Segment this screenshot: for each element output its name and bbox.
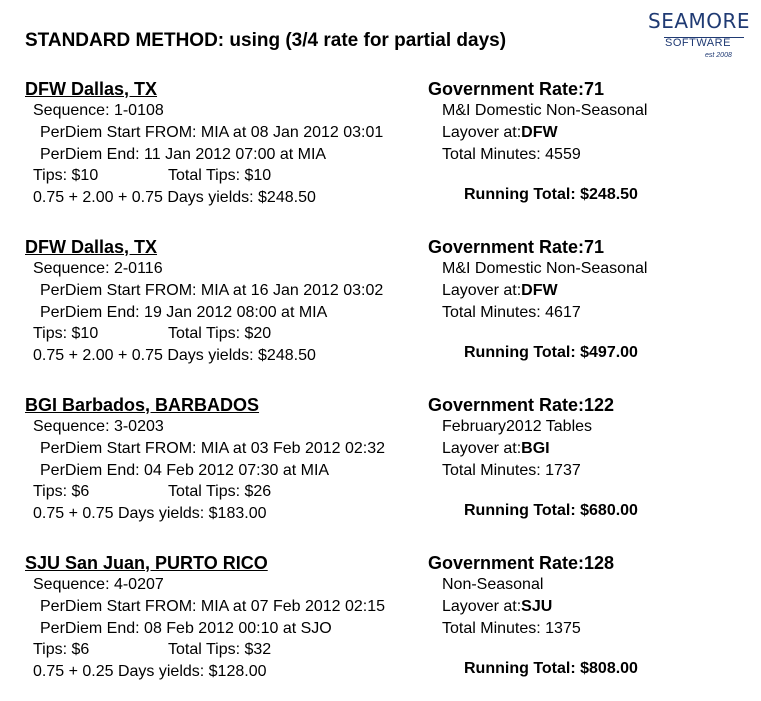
perdiem-entry [0, 551, 761, 701]
perdiem-entry [0, 393, 761, 543]
rate-description: M&I Domestic Non-Seasonal [442, 260, 648, 277]
perdiem-end: PerDiem End: 04 Feb 2012 07:30 at MIA [40, 462, 330, 479]
perdiem-start: PerDiem Start FROM: MIA at 07 Feb 2012 02:15 [40, 598, 386, 615]
government-rate: Government Rate:71 [428, 237, 605, 257]
total-minutes: Total Minutes: 1737 [442, 462, 581, 479]
running-total: Running Total: $497.00 [464, 344, 638, 361]
layover-code: DFW [521, 124, 558, 141]
total-minutes: Total Minutes: 1375 [442, 620, 581, 637]
perdiem-start: PerDiem Start FROM: MIA at 03 Feb 2012 02:32 [40, 440, 386, 457]
rate-description: M&I Domestic Non-Seasonal [442, 102, 648, 119]
layover-code: DFW [521, 282, 558, 299]
total-tips: Total Tips: $20 [168, 325, 272, 342]
layover-code: SJU [521, 598, 553, 615]
location-heading: DFW Dallas, TX [25, 79, 158, 99]
logo-name: SEAMORE [648, 9, 751, 33]
layover-label: Layover at: [442, 282, 522, 299]
sequence: Sequence: 4-0207 [33, 576, 164, 593]
running-total: Running Total: $808.00 [464, 660, 638, 677]
sequence: Sequence: 2-0116 [33, 260, 163, 277]
sequence: Sequence: 1-0108 [33, 102, 164, 119]
page-title: STANDARD METHOD: using (3/4 rate for partial days) [25, 30, 507, 51]
layover [442, 599, 552, 615]
logo-subtitle: SOFTWARE [665, 37, 731, 49]
layover [442, 441, 550, 457]
layover [442, 125, 558, 141]
days-yield: 0.75 + 0.25 Days yields: $128.00 [33, 663, 267, 680]
government-rate: Government Rate:128 [428, 553, 615, 573]
layover-label: Layover at: [442, 124, 522, 141]
tips: Tips: $6 [33, 641, 90, 658]
total-tips: Total Tips: $32 [168, 641, 272, 658]
sequence: Sequence: 3-0203 [33, 418, 164, 435]
seamore-logo [648, 9, 754, 67]
rate-description: Non-Seasonal [442, 576, 544, 593]
perdiem-start: PerDiem Start FROM: MIA at 08 Jan 2012 03:01 [40, 124, 384, 141]
layover-code: BGI [521, 440, 550, 457]
tips: Tips: $6 [33, 483, 90, 500]
perdiem-start: PerDiem Start FROM: MIA at 16 Jan 2012 03:02 [40, 282, 384, 299]
days-yield: 0.75 + 2.00 + 0.75 Days yields: $248.50 [33, 189, 316, 206]
location-heading: SJU San Juan, PURTO RICO [25, 553, 268, 573]
layover [442, 283, 558, 299]
perdiem-end: PerDiem End: 19 Jan 2012 08:00 at MIA [40, 304, 328, 321]
perdiem-end: PerDiem End: 11 Jan 2012 07:00 at MIA [40, 146, 327, 163]
tips: Tips: $10 [33, 325, 99, 342]
days-yield: 0.75 + 2.00 + 0.75 Days yields: $248.50 [33, 347, 316, 364]
layover-label: Layover at: [442, 440, 522, 457]
running-total: Running Total: $680.00 [464, 502, 638, 519]
perdiem-end: PerDiem End: 08 Feb 2012 00:10 at SJO [40, 620, 332, 637]
location-heading: BGI Barbados, BARBADOS [25, 395, 260, 415]
running-total: Running Total: $248.50 [464, 186, 638, 203]
total-tips: Total Tips: $10 [168, 167, 272, 184]
tips: Tips: $10 [33, 167, 99, 184]
days-yield: 0.75 + 0.75 Days yields: $183.00 [33, 505, 267, 522]
perdiem-entry [0, 77, 761, 227]
rate-description: February2012 Tables [442, 418, 593, 435]
total-minutes: Total Minutes: 4617 [442, 304, 581, 321]
government-rate: Government Rate:71 [428, 79, 605, 99]
government-rate: Government Rate:122 [428, 395, 615, 415]
total-tips: Total Tips: $26 [168, 483, 272, 500]
location-heading: DFW Dallas, TX [25, 237, 158, 257]
perdiem-entry [0, 235, 761, 385]
total-minutes: Total Minutes: 4559 [442, 146, 581, 163]
layover-label: Layover at: [442, 598, 522, 615]
logo-established: est 2008 [705, 52, 732, 59]
